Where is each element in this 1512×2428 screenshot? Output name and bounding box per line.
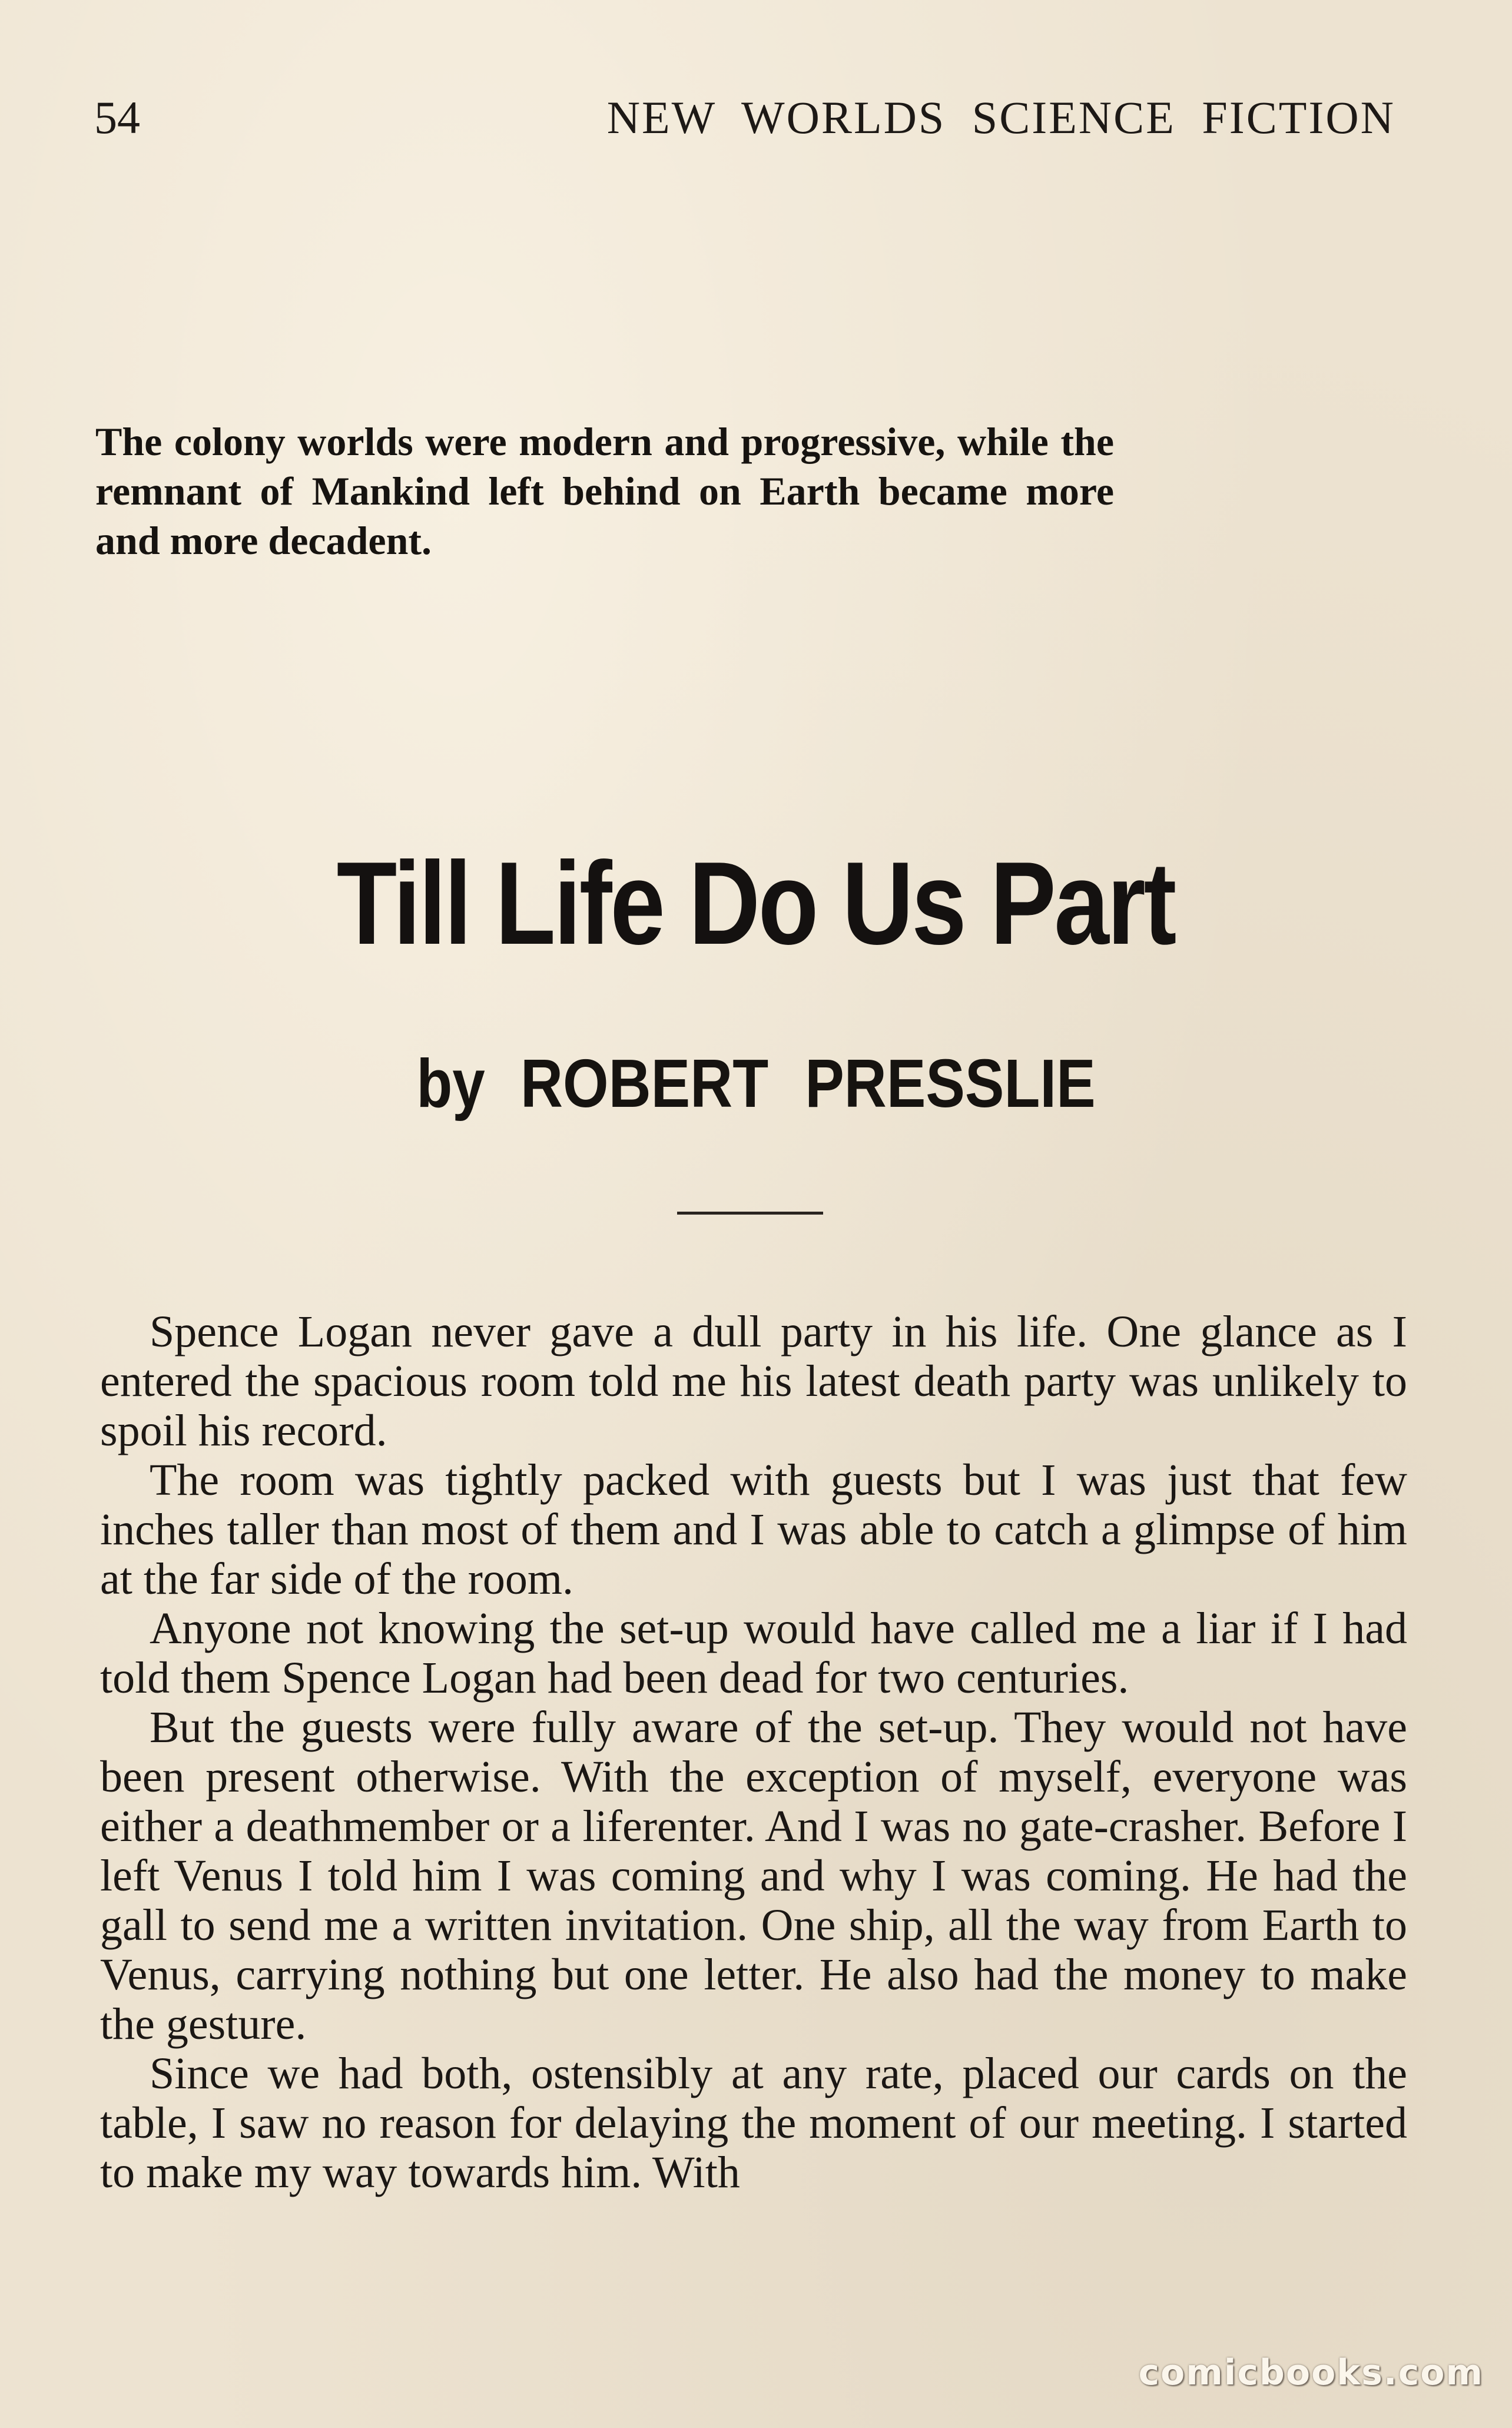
paragraph: Spence Logan never gave a dull party in his life. One glance as I entered the spacious room told me his latest death party was unlikely to spoil his record.: [100, 1307, 1407, 1455]
running-head: [94, 88, 1395, 147]
story-title: Till Life Do Us Part: [336, 838, 1175, 969]
paragraph: Since we had both, ostensibly at any rate, placed our cards on the table, I saw no reason for delaying the moment of our meeting. I started to make my way towards him. With: [100, 2049, 1407, 2197]
paragraph: But the guests were fully aware of the set-up. They would not have been present otherwise. With the exception of myself, everyone was either a deathmember or a liferenter. And I was no gate-crasher. Before I left Venus I told him I was coming and why I was coming. He had the gall to send me a written invitation. One ship, all the way from Earth to Venus, carrying nothing but one letter. He also had the money to make the gesture.: [100, 1703, 1407, 2049]
paragraph: The room was tightly packed with guests but I was just that few inches taller than most of them and I was able to catch a glimpse of him at the far side of the room.: [100, 1455, 1407, 1604]
paragraph: Anyone not knowing the set-up would have called me a liar if I had told them Spence Logan had been dead for two centuries.: [100, 1604, 1407, 1703]
site-watermark: comicbooks.com: [1138, 2352, 1484, 2393]
magazine-title: NEW WORLDS SCIENCE FICTION: [606, 92, 1395, 143]
page-number: 54: [94, 92, 140, 143]
author-name: ROBERT PRESSLIE: [520, 1045, 1096, 1122]
story-blurb: The colony worlds were modern and progressive, while the remnant of Mankind left behind on Earth became more and more decadent.: [95, 419, 1114, 563]
byline: [106, 1042, 1406, 1125]
byline-prefix: by: [416, 1045, 485, 1122]
story-body: [100, 1307, 1407, 2197]
title-divider: [677, 1212, 823, 1215]
